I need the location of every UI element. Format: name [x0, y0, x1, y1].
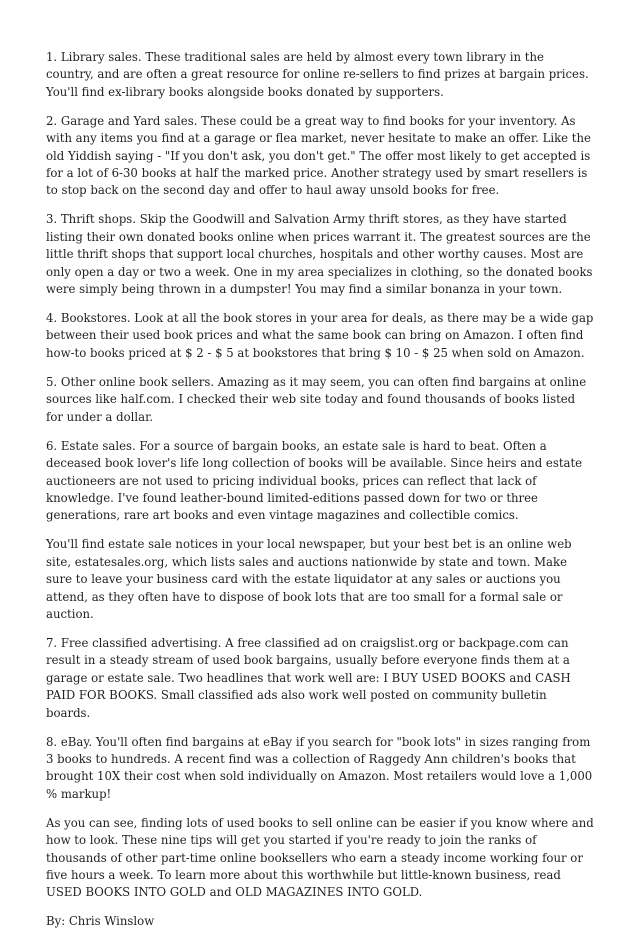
paragraph-ebay: 8. eBay. You'll often find bargains at eBay if you search for "book lots" in sizes ranging from 3 books to hundreds. A recent find was a collection of Raggedy Ann children's books that brought 10X their cost when sold individually on Amazon. Most retailers would love a 1,000 % markup!	[46, 734, 593, 801]
paragraph-conclusion: As you can see, finding lots of used books to sell online can be easier if you know where and how to look. These nine tips will get you started if you're ready to join the ranks of thousands of other part-time online booksellers who earn a steady income working four or five hours a week. To learn more about this worthwhile but little-known business, read USED BOOKS INTO GOLD and OLD MAGAZINES INTO GOLD.	[46, 815, 594, 900]
paragraph-online-sellers: 5. Other online book sellers. Amazing as it may seem, you can often find bargains at online sources like half.com. I checked their web site today and found thousands of books listed for under a dollar.	[46, 374, 587, 424]
paragraph-estate-sale-notices: You'll find estate sale notices in your local newspaper, but your best bet is an online web site, estatesales.org, which lists sales and auctions nationwide by state and town. Make sure to leave your business card with the estate liquidator at any sales or auctions you attend, as they often have to dispose of book lots that are too small for a formal sale or auction.	[46, 537, 572, 621]
paragraph-estate-sales: 6. Estate sales. For a source of bargain books, an estate sale is hard to beat. Often a deceased book lover's life long collection of books will be available. Since heirs and estate auctioneers are not used to pricing individual books, prices can reflect that lack of knowledge. I've found leather-bound limited-editions passed down for two or three generations, rare art books and even vintage magazines and collectible comics.	[46, 438, 583, 523]
paragraph-thrift-shops: 3. Thrift shops. Skip the Goodwill and Salvation Army thrift stores, as they have started listing their own donated books online when prices warrant it. The greatest sources are the little thrift shops that support local churches, hospitals and other worthy causes. Most are only open a day or two a week. One in my area specializes in clothing, so the donated books were simply being thrown in a dumpster! You may find a similar bonanza in your town.	[46, 212, 593, 297]
paragraph-bookstores: 4. Bookstores. Look at all the book stores in your area for deals, as there may be a wide gap between their used book prices and what the same book can bring on Amazon. I often find how-to books priced at $ 2 - $ 5 at bookstores that bring $ 10 - $ 25 when sold on Amazon.	[46, 311, 594, 360]
paragraph-garage-yard-sales: 2. Garage and Yard sales. These could be a great way to find books for your inventory. As with any items you find at a garage or flea market, never hesitate to make an offer. Like the old Yiddish saying - "If you don't ask, you don't get." The offer most likely to get accepted is for a lot of 6-30 books at half the marked price. Another strategy used by smart resellers is to stop back on the second day and offer to haul away unsold books for free.	[46, 113, 591, 198]
paragraph-library-sales: 1. Library sales. These traditional sales are held by almost every town library in the country, and are often a great resource for online re-sellers to find prizes at bargain prices. You'll find ex-library books alongside books donated by supporters.	[46, 50, 589, 99]
author-byline: By: Chris Winslow	[46, 914, 155, 929]
paragraph-classified-advertising: 7. Free classified advertising. A free classified ad on craigslist.org or backpage.com can result in a steady stream of used book bargains, usually before everyone finds them at a garage or estate sale. Two headlines that work well are: I BUY USED BOOKS and CASH PAID FOR BOOKS. Small classified ads also work well posted on community bulletin boards.	[46, 635, 571, 720]
document-body	[46, 49, 594, 942]
